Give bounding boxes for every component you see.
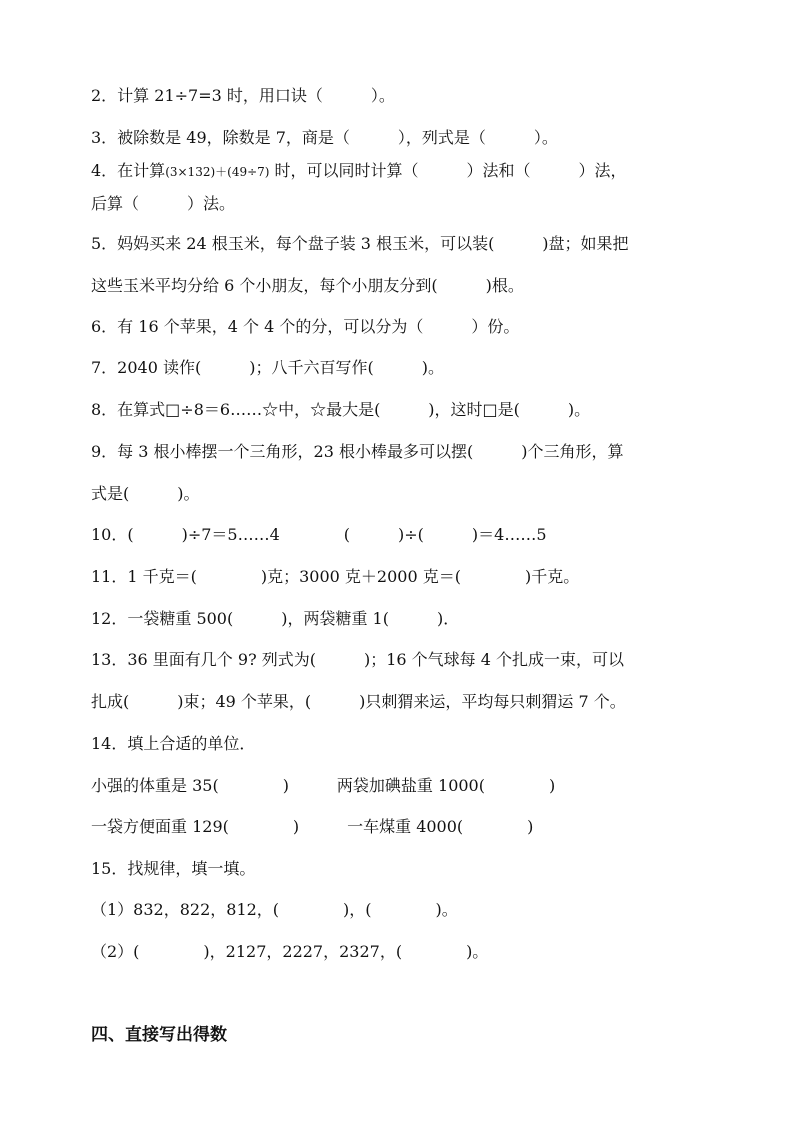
question-12: 12．一袋糖重 500( )，两袋糖重 1( )． xyxy=(91,609,460,628)
question-4-line-1 xyxy=(91,161,721,182)
section-4-heading: 四、直接写出得数 xyxy=(91,1025,227,1045)
question-13-line-1: 13．36 里面有几个 9? 列式为( )；16 个气球每 4 个扎成一束，可以 xyxy=(91,650,625,669)
question-14-line-2: 一袋方便面重 129( ) 一车煤重 4000( ) xyxy=(91,817,534,836)
question-5-line-1: 5．妈妈买来 24 根玉米，每个盘子装 3 根玉米，可以装( )盘；如果把 xyxy=(91,234,629,253)
question-15-part-1: （1）832，822，812，( )，( )。 xyxy=(91,900,458,919)
question-5-line-2: 这些玉米平均分给 6 个小朋友，每个小朋友分到( )根。 xyxy=(91,276,524,295)
question-14-line-1: 小强的体重是 35( ) 两袋加碘盐重 1000( ) xyxy=(91,776,556,795)
question-9-line-2: 式是( )。 xyxy=(91,484,200,503)
question-10: 10．( )÷7＝5……4 ( )÷( )＝4……5 xyxy=(91,525,547,544)
question-9-line-1: 9．每 3 根小棒摆一个三角形，23 根小棒最多可以摆( )个三角形，算 xyxy=(91,442,624,461)
question-6: 6．有 16 个苹果，4 个 4 个的分，可以分为（ ）份。 xyxy=(91,317,520,336)
question-7: 7．2040 读作( )；八千六百写作( )。 xyxy=(91,358,444,377)
question-11: 11．1 千克＝( )克；3000 克＋2000 克＝( )千克。 xyxy=(91,567,580,586)
question-15: 15．找规律，填一填。 xyxy=(91,859,256,878)
question-8: 8．在算式□÷8＝6……☆中，☆最大是( )，这时□是( )。 xyxy=(91,400,591,419)
question-4-text-b: 时，可以同时计算（ ）法和（ ）法， xyxy=(269,161,627,180)
question-15-part-2: （2）( )，2127，2227，2327，( )。 xyxy=(91,942,489,961)
question-4-text-a: 4．在计算 xyxy=(91,161,166,180)
question-4-expression: (3×132)＋(49÷7) xyxy=(165,165,270,179)
question-4-line-2: 后算（ ）法。 xyxy=(91,194,236,213)
question-14: 14．填上合适的单位． xyxy=(91,734,256,753)
question-2: 2．计算 21÷7=3 时，用口诀（ ）。 xyxy=(91,86,395,105)
question-3: 3．被除数是 49，除数是 7，商是（ ），列式是（ ）。 xyxy=(91,128,558,147)
question-13-line-2: 扎成( )束；49 个苹果，( )只刺猬来运，平均每只刺猬运 7 个。 xyxy=(91,692,626,711)
